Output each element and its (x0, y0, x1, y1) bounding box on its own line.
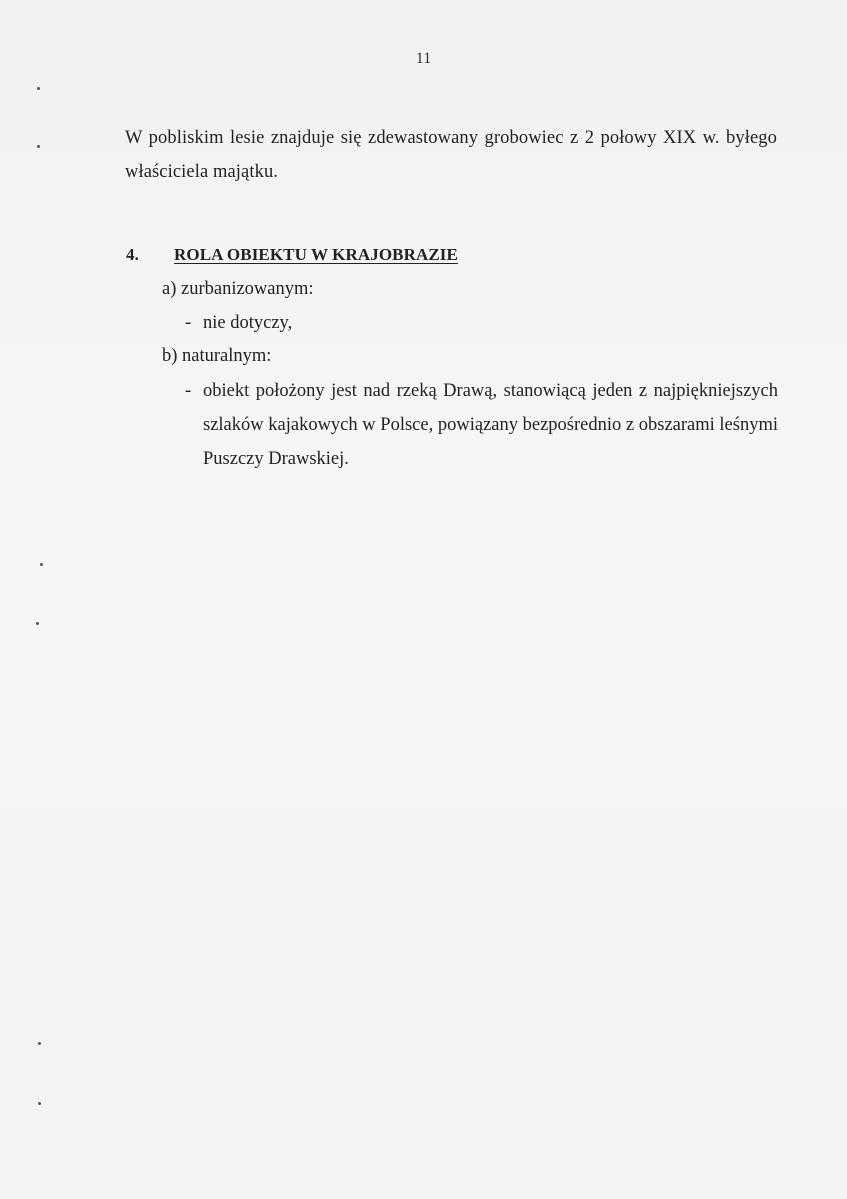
section-number: 4. (126, 245, 139, 264)
scan-speck (36, 622, 39, 625)
section-heading (126, 245, 458, 265)
scan-speck (40, 563, 43, 566)
section-title: ROLA OBIEKTU W KRAJOBRAZIE (174, 245, 458, 264)
bullet-item-a (185, 306, 292, 340)
dash-bullet: - (185, 381, 192, 401)
scan-speck (37, 87, 40, 90)
body-paragraph: W pobliskim lesie znajduje się zdewastowany grobowiec z 2 połowy XIX w. byłego właściciela majątku. (125, 128, 777, 182)
scan-speck (37, 145, 40, 148)
dash-bullet: - (185, 313, 192, 333)
scan-speck (38, 1042, 41, 1045)
bullet-item-b (185, 374, 778, 476)
subsection-label-a: a) zurbanizowanym: (162, 279, 314, 299)
bullet-text-b: obiekt położony jest nad rzeką Drawą, stanowiącą jeden z najpiękniejszych szlaków kajakowych w Polsce, powiązany bezpośrednio z obszarami leśnymi Puszczy Drawskiej. (203, 381, 778, 469)
subsection-label-b: b) naturalnym: (162, 346, 272, 366)
bullet-text-a: nie dotyczy, (203, 313, 293, 333)
page-number: 11 (415, 50, 432, 67)
scan-speck (38, 1102, 41, 1105)
